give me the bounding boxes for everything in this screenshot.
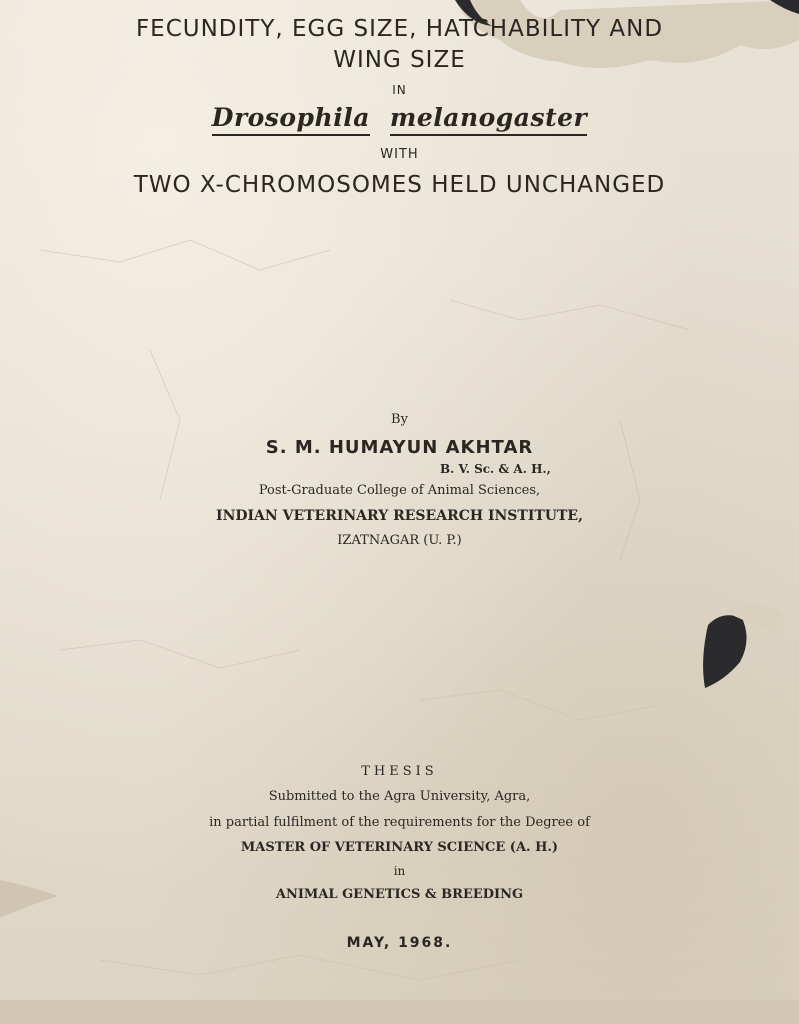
- institute-name: INDIAN VETERINARY RESEARCH INSTITUTE,: [216, 508, 583, 524]
- title-last-line: TWO X-CHROMOSOMES HELD UNCHANGED: [133, 172, 666, 198]
- partial-fulfilment: in partial fulfilment of the requirements for the Degree of: [209, 815, 590, 830]
- degree-in: in: [393, 864, 406, 878]
- submission-date: MAY, 1968.: [346, 935, 453, 951]
- thesis-label: THESIS: [361, 764, 438, 779]
- degree-name: MASTER OF VETERINARY SCIENCE (A. H.): [240, 840, 559, 855]
- title-in: IN: [392, 83, 407, 97]
- worn-bottom-edge: [0, 1000, 799, 1024]
- title-line-2: WING SIZE: [333, 47, 466, 73]
- genus-name: Drosophila: [212, 103, 370, 136]
- title-with: WITH: [380, 147, 419, 162]
- author-degrees: B. V. Sc. & A. H.,: [440, 462, 551, 476]
- author-name: S. M. HUMAYUN AKHTAR: [265, 437, 534, 458]
- by-label: By: [391, 412, 408, 427]
- submitted-to: Submitted to the Agra University, Agra,: [268, 789, 531, 804]
- hole-right: [703, 615, 746, 688]
- college-name: Post-Graduate College of Animal Sciences,: [258, 483, 541, 498]
- institute-location: IZATNAGAR (U. P.): [337, 533, 462, 548]
- species-name: [0, 103, 799, 136]
- title-line-1: FECUNDITY, EGG SIZE, HATCHABILITY AND: [135, 16, 664, 42]
- species-epithet: melanogaster: [390, 103, 587, 136]
- field-of-study: ANIMAL GENETICS & BREEDING: [275, 887, 524, 902]
